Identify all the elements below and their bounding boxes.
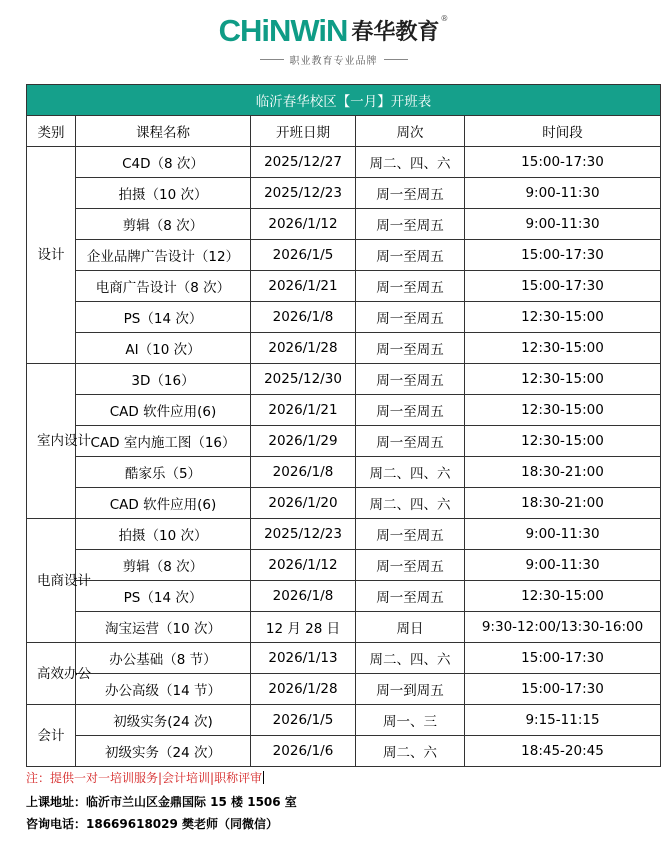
category-cell — [27, 519, 91, 643]
start-date-cell: 2026/1/8 — [251, 457, 356, 488]
weekdays-cell: 周一至周五 — [356, 426, 465, 457]
time-slot-cell: 15:00-17:30 — [465, 643, 661, 674]
text-cursor — [263, 771, 264, 784]
start-date-cell: 2026/1/28 — [251, 333, 356, 364]
weekdays-cell: 周一至周五 — [356, 519, 465, 550]
time-slot-cell: 12:30-15:00 — [465, 581, 661, 612]
time-slot-cell: 9:00-11:30 — [465, 178, 661, 209]
start-date-cell: 2025/12/23 — [251, 519, 356, 550]
category-label: 设计 — [37, 247, 65, 263]
time-slot-cell: 18:30-21:00 — [465, 488, 661, 519]
weekdays-cell: 周一至周五 — [356, 395, 465, 426]
weekdays-cell: 周一至周五 — [356, 550, 465, 581]
time-slot-cell: 12:30-15:00 — [465, 364, 661, 395]
brand-logo — [0, 14, 667, 67]
start-date-cell: 2026/1/21 — [251, 271, 356, 302]
table-header-row — [27, 116, 661, 147]
category-label: 会计 — [37, 727, 65, 744]
table-row — [27, 271, 661, 302]
weekdays-cell: 周一至周五 — [356, 302, 465, 333]
category-cell — [27, 364, 91, 519]
start-date-cell: 2026/1/6 — [251, 736, 356, 767]
table-row — [27, 705, 661, 736]
start-date-cell: 2025/12/27 — [251, 147, 356, 178]
start-date-cell: 2026/1/5 — [251, 705, 356, 736]
time-slot-cell: 9:00-11:30 — [465, 519, 661, 550]
footer-note-text: 注：提供一对一培训服务|会计培训|职称评审 — [26, 771, 263, 785]
weekdays-cell: 周一至周五 — [356, 581, 465, 612]
table-row — [27, 147, 661, 178]
category-cell — [27, 705, 76, 767]
weekdays-cell: 周一至周五 — [356, 209, 465, 240]
weekdays-cell: 周一、三 — [356, 705, 465, 736]
start-date-cell: 2026/1/5 — [251, 240, 356, 271]
header-start-date: 开班日期 — [251, 116, 356, 147]
header-time-slot: 时间段 — [465, 116, 661, 147]
course-name-cell: CAD 软件应用(6) — [76, 395, 251, 426]
weekdays-cell: 周一至周五 — [356, 271, 465, 302]
start-date-cell: 2026/1/8 — [251, 302, 356, 333]
footer-note — [26, 769, 264, 786]
start-date-cell: 2026/1/8 — [251, 581, 356, 612]
category-cell — [27, 643, 91, 705]
table-row — [27, 674, 661, 705]
logo-slogan — [0, 52, 667, 67]
start-date-cell: 2026/1/12 — [251, 209, 356, 240]
course-name-cell: 剪辑（8 次） — [76, 550, 251, 581]
course-name-cell: CAD 室内施工图（16） — [76, 426, 251, 457]
slogan-line-right — [384, 59, 408, 60]
time-slot-cell: 9:30-12:00/13:30-16:00 — [465, 612, 661, 643]
start-date-cell: 2026/1/12 — [251, 550, 356, 581]
time-slot-cell: 12:30-15:00 — [465, 395, 661, 426]
course-name-cell: AI（10 次） — [76, 333, 251, 364]
course-name-cell: 企业品牌广告设计（12） — [76, 240, 251, 271]
logo-english: CHiNWiN — [218, 13, 348, 48]
weekdays-cell: 周一至周五 — [356, 364, 465, 395]
table-row — [27, 550, 661, 581]
course-name-cell: 酷家乐（5） — [76, 457, 251, 488]
table-row — [27, 612, 661, 643]
header-weekdays: 周次 — [356, 116, 465, 147]
course-name-cell: 3D（16） — [76, 364, 251, 395]
time-slot-cell: 15:00-17:30 — [465, 240, 661, 271]
registered-mark: ® — [440, 14, 449, 23]
weekdays-cell: 周二、四、六 — [356, 457, 465, 488]
table-row — [27, 302, 661, 333]
table-row — [27, 736, 661, 767]
table-row — [27, 240, 661, 271]
weekdays-cell: 周二、四、六 — [356, 643, 465, 674]
time-slot-cell: 15:00-17:30 — [465, 271, 661, 302]
start-date-cell: 2026/1/29 — [251, 426, 356, 457]
time-slot-cell: 18:30-21:00 — [465, 457, 661, 488]
table-row — [27, 209, 661, 240]
course-name-cell: 办公基础（8 节） — [76, 643, 251, 674]
category-label: 室内设计 — [37, 433, 91, 449]
course-name-cell: 电商广告设计（8 次） — [76, 271, 251, 302]
weekdays-cell: 周一至周五 — [356, 240, 465, 271]
course-name-cell: PS（14 次） — [76, 302, 251, 333]
weekdays-cell: 周一至周五 — [356, 178, 465, 209]
header-category: 类别 — [27, 116, 76, 147]
course-name-cell: C4D（8 次） — [76, 147, 251, 178]
course-name-cell: 拍摄（10 次） — [76, 178, 251, 209]
time-slot-cell: 9:00-11:30 — [465, 209, 661, 240]
time-slot-cell: 15:00-17:30 — [465, 674, 661, 705]
time-slot-cell: 15:00-17:30 — [465, 147, 661, 178]
schedule-table — [26, 84, 661, 767]
table-row — [27, 643, 661, 674]
category-cell — [27, 147, 76, 364]
course-name-cell: 办公高级（14 节） — [76, 674, 251, 705]
weekdays-cell: 周二、四、六 — [356, 147, 465, 178]
weekdays-cell: 周一到周五 — [356, 674, 465, 705]
slogan-text: 职业教育专业品牌 — [289, 56, 378, 67]
table-row — [27, 395, 661, 426]
time-slot-cell: 9:00-11:30 — [465, 550, 661, 581]
course-name-cell: CAD 软件应用(6) — [76, 488, 251, 519]
category-label: 高效办公 — [37, 665, 91, 682]
table-row — [27, 488, 661, 519]
table-row — [27, 581, 661, 612]
slogan-line-left — [260, 59, 284, 60]
weekdays-cell: 周一至周五 — [356, 333, 465, 364]
time-slot-cell: 12:30-15:00 — [465, 333, 661, 364]
category-label: 电商设计 — [37, 572, 91, 589]
time-slot-cell: 9:15-11:15 — [465, 705, 661, 736]
start-date-cell: 12 月 28 日 — [251, 612, 356, 643]
course-name-cell: 拍摄（10 次） — [76, 519, 251, 550]
table-row — [27, 333, 661, 364]
weekdays-cell: 周二、六 — [356, 736, 465, 767]
footer-phone: 咨询电话：18669618029 樊老师（同微信） — [26, 817, 279, 831]
table-row — [27, 426, 661, 457]
start-date-cell: 2026/1/13 — [251, 643, 356, 674]
table-title: 临沂春华校区【一月】开班表 — [27, 85, 661, 116]
start-date-cell: 2026/1/28 — [251, 674, 356, 705]
table-row — [27, 178, 661, 209]
header-course: 课程名称 — [76, 116, 251, 147]
course-name-cell: 初级实务（24 次） — [76, 736, 251, 767]
start-date-cell: 2025/12/23 — [251, 178, 356, 209]
weekdays-cell: 周二、四、六 — [356, 488, 465, 519]
table-row — [27, 457, 661, 488]
start-date-cell: 2026/1/21 — [251, 395, 356, 426]
weekdays-cell: 周日 — [356, 612, 465, 643]
course-name-cell: PS（14 次） — [76, 581, 251, 612]
footer-address: 上课地址：临沂市兰山区金鼎国际 15 楼 1506 室 — [26, 795, 297, 809]
time-slot-cell: 12:30-15:00 — [465, 426, 661, 457]
start-date-cell: 2025/12/30 — [251, 364, 356, 395]
start-date-cell: 2026/1/20 — [251, 488, 356, 519]
course-name-cell: 淘宝运营（10 次） — [76, 612, 251, 643]
course-name-cell: 初级实务(24 次) — [76, 705, 251, 736]
time-slot-cell: 12:30-15:00 — [465, 302, 661, 333]
time-slot-cell: 18:45-20:45 — [465, 736, 661, 767]
table-row — [27, 364, 661, 395]
table-row — [27, 519, 661, 550]
course-name-cell: 剪辑（8 次） — [76, 209, 251, 240]
logo-chinese: 春华教育 — [351, 20, 440, 45]
